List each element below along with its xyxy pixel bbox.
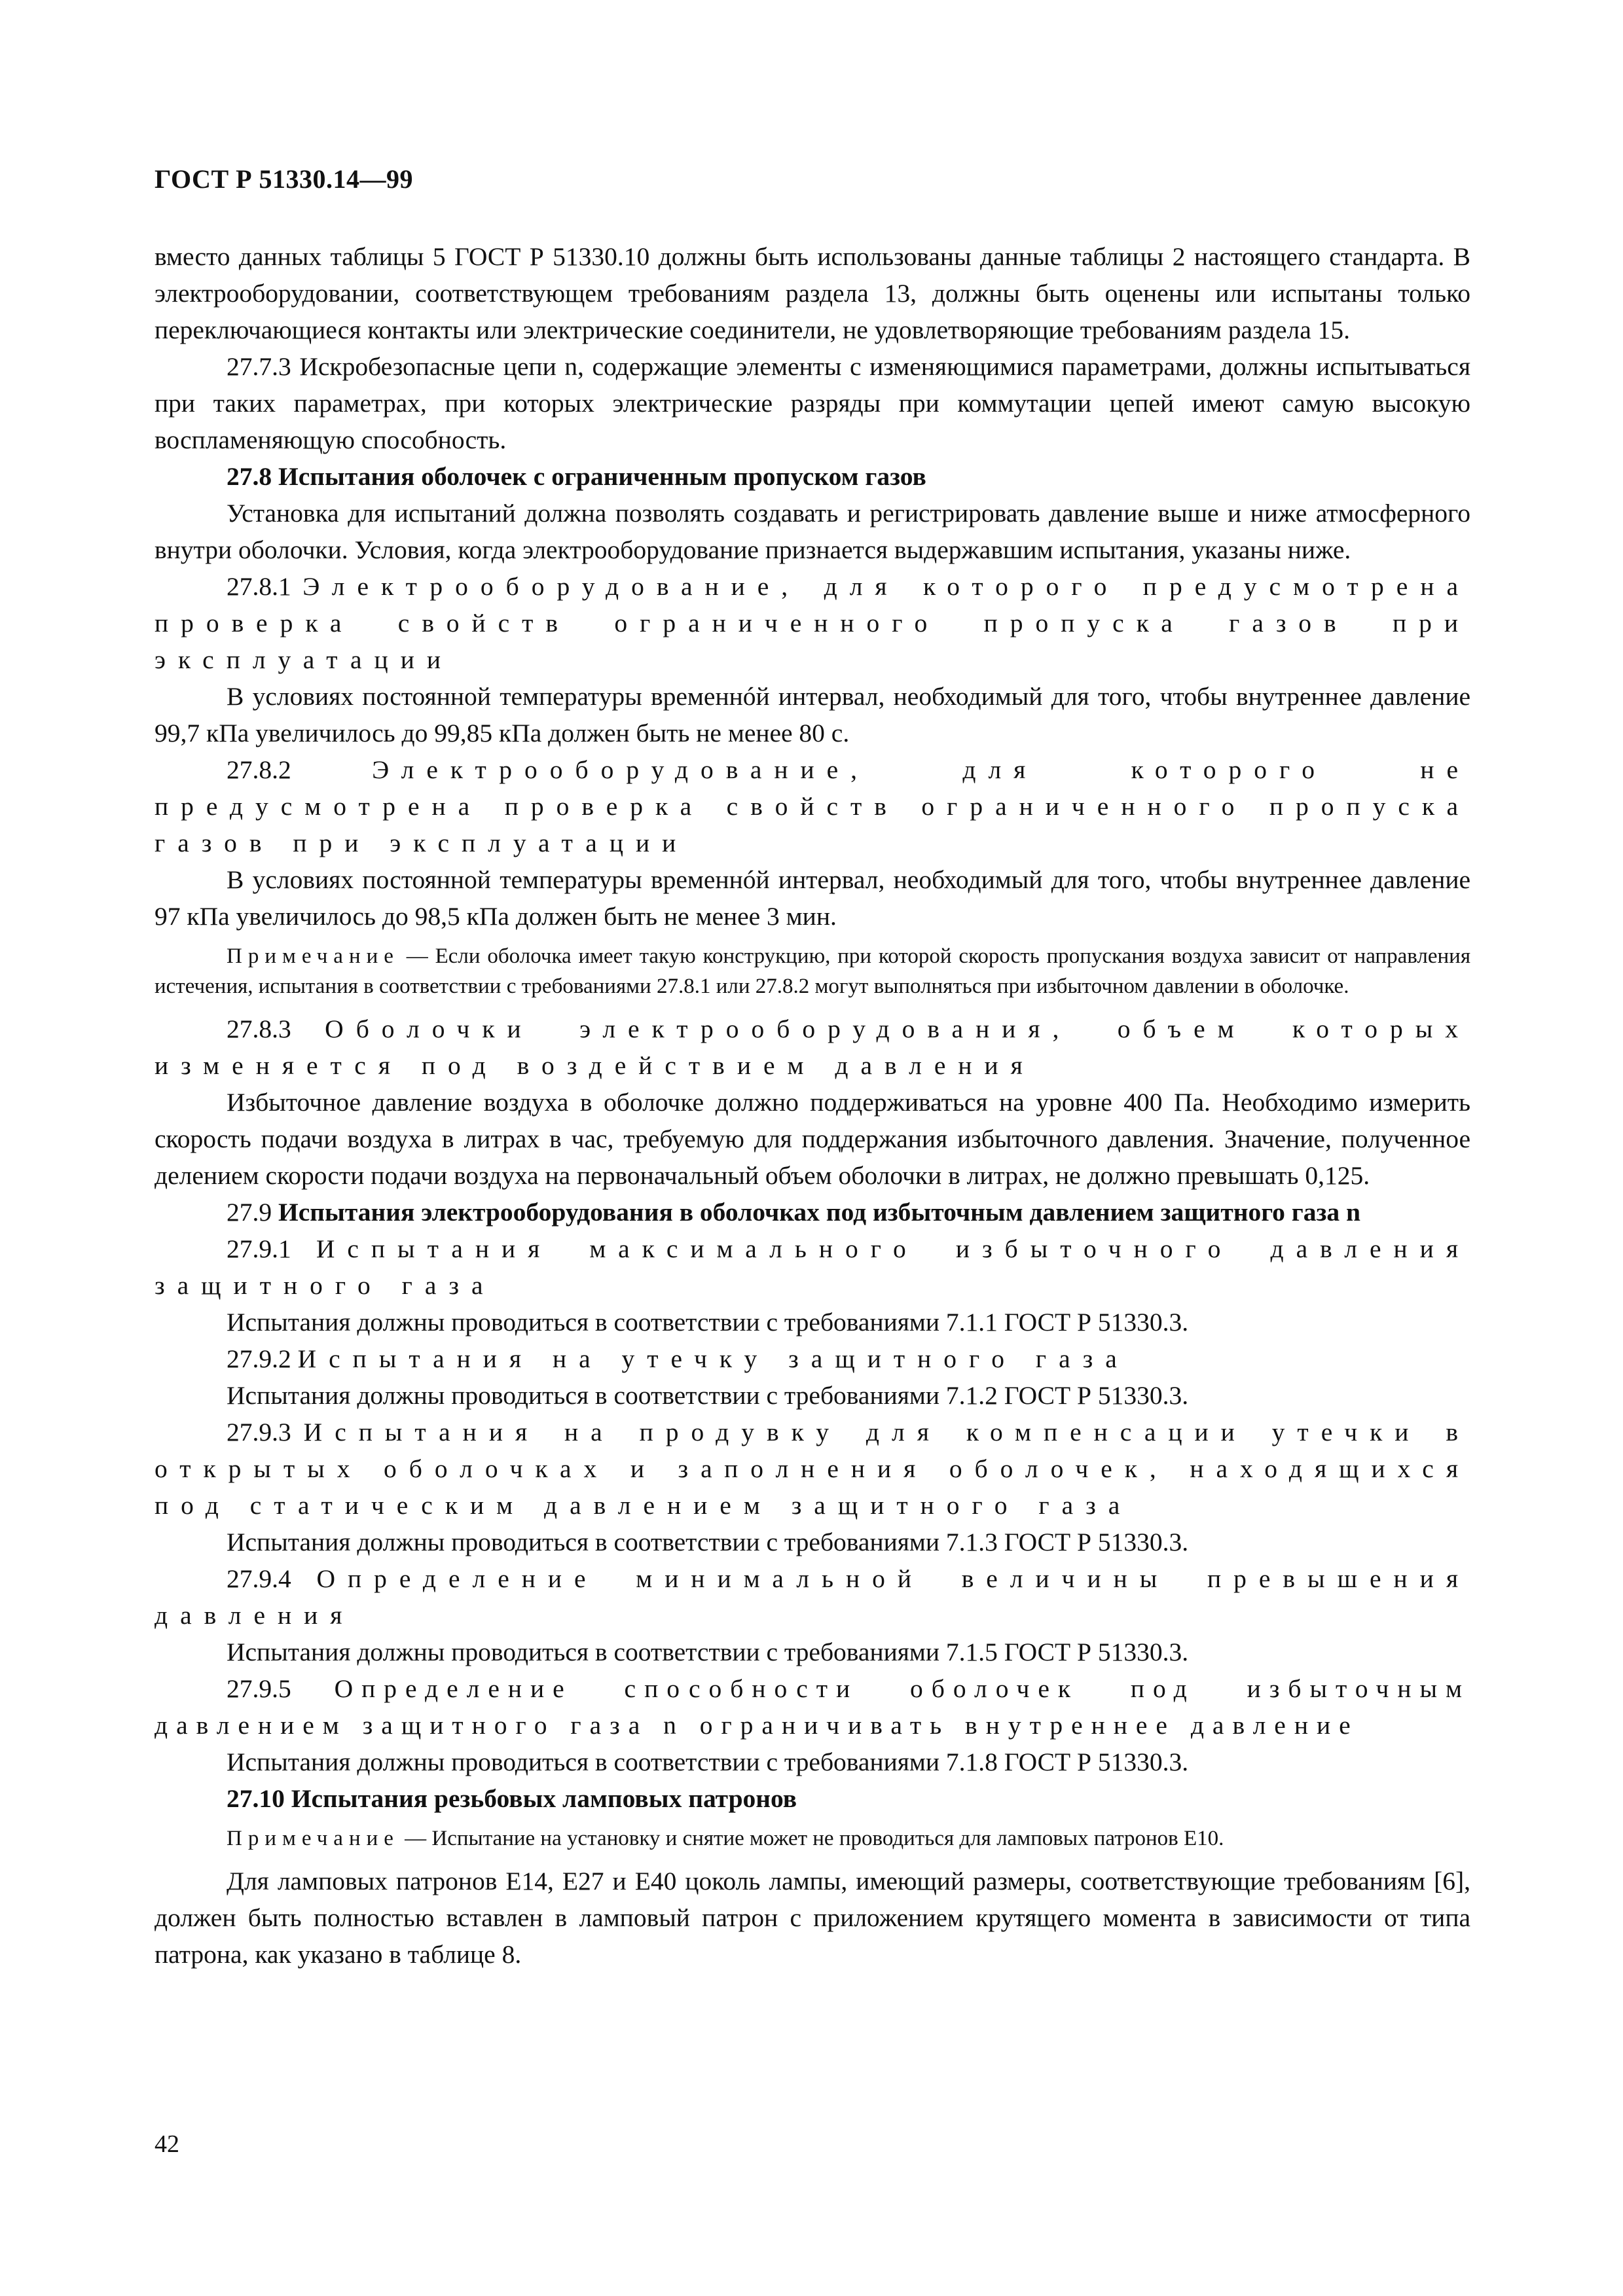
- subheading-27-9-5: [155, 1670, 1470, 1744]
- note-text: — Если оболочка имеет такую конструкцию, при которой скорость пропускания воздуха зависит от направления истечения, испытания в соответствии с требованиями 27.8.1 или 27.8.2 могут выполняться при избыточном давлении в оболочке.: [155, 944, 1470, 998]
- subheading-number: 27.8.3: [227, 1014, 291, 1043]
- paragraph-27-8-intro: Установка для испытаний должна позволять создавать и регистрировать давление выше и ниже атмосферного внутри оболочки. Условия, когда электрооборудование признается выдержавшим испытания, указаны ниже.: [155, 499, 1470, 564]
- heading-27-9: [155, 1194, 1470, 1230]
- subheading-text: Испытания на утечку защитного газа: [297, 1344, 1129, 1373]
- subheading-text: Электрооборудование, для которого не предусмотрена проверка свойств ограниченного пропуска газов при эксплуатации: [155, 755, 1471, 857]
- subheading-text: Определение способности оболочек под избыточным давлением защитного газа n ограничивать внутреннее давление: [155, 1674, 1470, 1740]
- paragraph-27-9-4: Испытания должны проводиться в соответствии с требованиями 7.1.5 ГОСТ Р 51330.3.: [227, 1638, 1189, 1666]
- subheading-number: 27.9.5: [227, 1674, 291, 1703]
- subheading-27-8-1: [155, 568, 1470, 678]
- subheading-27-9-4: [155, 1560, 1470, 1634]
- paragraph-27-8-1: В условиях постоянной температуры временнóй интервал, необходимый для того, чтобы внутреннее давление 99,7 кПа увеличилось до 99,85 кПа должен быть не менее 80 с.: [155, 682, 1470, 747]
- paragraph-27-9-2: Испытания должны проводиться в соответствии с требованиями 7.1.2 ГОСТ Р 51330.3.: [227, 1381, 1189, 1410]
- subheading-number: 27.9.1: [227, 1234, 291, 1263]
- paragraph-27-9-5: Испытания должны проводиться в соответствии с требованиями 7.1.8 ГОСТ Р 51330.3.: [227, 1748, 1189, 1776]
- subheading-27-9-3: [155, 1414, 1470, 1524]
- note-label: Примечание: [227, 944, 399, 968]
- subheading-text: Испытания на продувку для компенсации утечки в открытых оболочках и заполнения оболочек, находящихся под статическим давлением защитного газа: [155, 1418, 1471, 1520]
- standard-header: ГОСТ Р 51330.14—99: [155, 164, 414, 194]
- paragraph-27-9-3: Испытания должны проводиться в соответствии с требованиями 7.1.3 ГОСТ Р 51330.3.: [227, 1528, 1189, 1556]
- subheading-27-8-2: [155, 751, 1470, 861]
- page-number: 42: [155, 2130, 179, 2158]
- subheading-number: 27.9.4: [227, 1564, 291, 1593]
- paragraph-27-9-1: Испытания должны проводиться в соответствии с требованиями 7.1.1 ГОСТ Р 51330.3.: [227, 1308, 1189, 1336]
- subheading-number: 27.9.2: [227, 1344, 291, 1373]
- note-text: — Испытание на установку и снятие может не проводиться для ламповых патронов E10.: [399, 1827, 1224, 1850]
- paragraph-27-8-2: В условиях постоянной температуры временнóй интервал, необходимый для того, чтобы внутреннее давление 97 кПа увеличилось до 98,5 кПа должен быть не менее 3 мин.: [155, 865, 1470, 931]
- note-27-10: [155, 1823, 1470, 1854]
- heading-27-8: 27.8 Испытания оболочек с ограниченным пропуском газов: [227, 462, 926, 491]
- subheading-number: 27.8.1: [227, 572, 291, 601]
- subheading-27-9-2: [155, 1340, 1470, 1377]
- note-27-8: [155, 941, 1470, 1001]
- subheading-27-8-3: [155, 1011, 1470, 1084]
- subheading-text: Оболочки электрооборудования, объем которых изменяется под воздействием давления: [155, 1014, 1470, 1080]
- subheading-text: Испытания максимального избыточного давления защитного газа: [155, 1234, 1470, 1300]
- heading-27-10: 27.10 Испытания резьбовых ламповых патронов: [227, 1784, 797, 1813]
- subheading-number: 27.8.2: [227, 755, 291, 784]
- heading-number: 27.9: [227, 1198, 272, 1227]
- paragraph-continuation: вместо данных таблицы 5 ГОСТ Р 51330.10 должны быть использованы данные таблицы 2 настоящего стандарта. В электрооборудовании, соответствующем требованиям раздела 13, должны быть оценены или испытаны только переключающиеся контакты или электрические соединители, не удовлетворяющие требованиям раздела 15.: [155, 242, 1470, 344]
- subheading-text: Определение минимальной величины превышения давления: [155, 1564, 1470, 1630]
- paragraph-27-10: Для ламповых патронов E14, E27 и E40 цоколь лампы, имеющий размеры, соответствующие требованиям [6], должен быть полностью вставлен в ламповый патрон с приложением крутящего момента в зависимости от типа патрона, как указано в таблице 8.: [155, 1867, 1470, 1969]
- paragraph-27-7-3: 27.7.3 Искробезопасные цепи n, содержащие элементы с изменяющимися параметрами, должны испытываться при таких параметрах, при которых электрические разряды при коммутации цепей имеют самую высокую воспламеняющую способность.: [155, 352, 1470, 454]
- subheading-text: Электрооборудование, для которого предусмотрена проверка свойств ограниченного пропуска газов при эксплуатации: [155, 572, 1471, 674]
- subheading-27-9-1: [155, 1230, 1470, 1304]
- heading-text: Испытания электрооборудования в оболочках под избыточным давлением защитного газа n: [278, 1198, 1360, 1227]
- paragraph-27-8-3: Избыточное давление воздуха в оболочке должно поддерживаться на уровне 400 Па. Необходимо измерить скорость подачи воздуха в литрах в час, требуемую для поддержания избыточного давления. Значение, полученное делением скорости подачи воздуха на первоначальный объем оболочки в литрах, не должно превышать 0,125.: [155, 1088, 1470, 1190]
- subheading-number: 27.9.3: [227, 1418, 291, 1446]
- document-body: [155, 238, 1470, 1973]
- note-label: Примечание: [227, 1827, 399, 1850]
